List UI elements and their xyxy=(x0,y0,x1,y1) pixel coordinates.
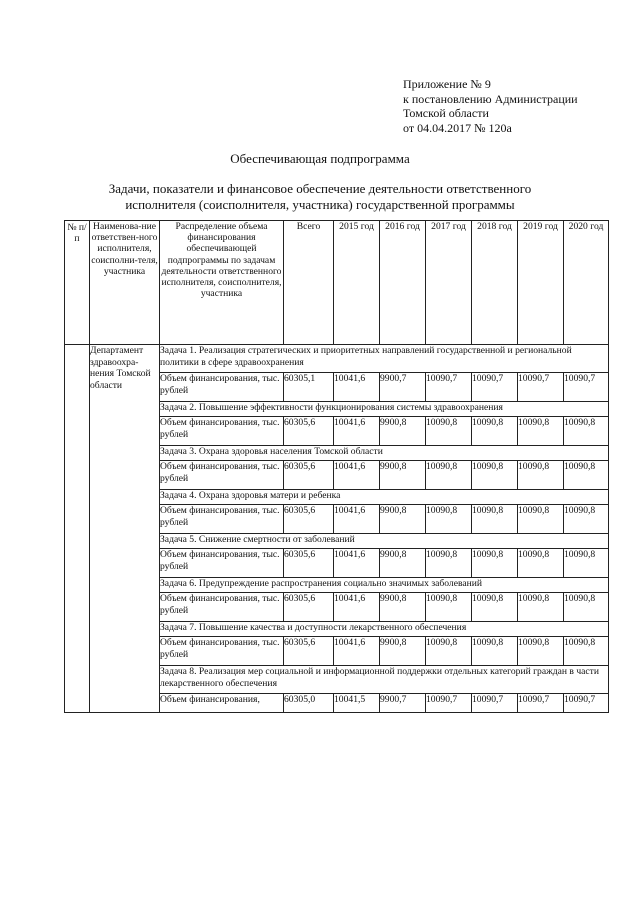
header-2016: 2016 год xyxy=(380,221,426,345)
value-2015: 10041,6 xyxy=(334,637,380,666)
document-title: Обеспечивающая подпрограмма xyxy=(230,151,410,166)
value-2017: 10090,8 xyxy=(426,549,472,578)
value-2017: 10090,8 xyxy=(426,505,472,534)
appendix-line: от 04.04.2017 № 120а xyxy=(403,120,512,135)
value-2016: 9900,8 xyxy=(380,593,426,622)
value-total: 60305,6 xyxy=(284,637,334,666)
value-2015: 10041,6 xyxy=(334,417,380,446)
value-2018: 10090,8 xyxy=(472,505,518,534)
value-2018: 10090,7 xyxy=(472,694,518,713)
value-2020: 10090,8 xyxy=(564,593,609,622)
value-2015: 10041,6 xyxy=(334,373,380,402)
value-total: 60305,0 xyxy=(284,694,334,713)
value-2016: 9900,8 xyxy=(380,461,426,490)
value-2016: 9900,8 xyxy=(380,505,426,534)
value-2016: 9900,8 xyxy=(380,417,426,446)
value-2019: 10090,8 xyxy=(518,461,564,490)
value-2020: 10090,8 xyxy=(564,461,609,490)
financing-label: Объем финансирования, тыс. рублей xyxy=(160,637,284,666)
task-row xyxy=(65,345,609,373)
financing-label: Объем финансирования, тыс. рублей xyxy=(160,417,284,446)
value-total: 60305,6 xyxy=(284,549,334,578)
value-2019: 10090,8 xyxy=(518,637,564,666)
financing-label: Объем финансирования, тыс. рублей xyxy=(160,593,284,622)
value-2019: 10090,7 xyxy=(518,694,564,713)
value-total: 60305,6 xyxy=(284,461,334,490)
value-2016: 9900,7 xyxy=(380,373,426,402)
value-2017: 10090,8 xyxy=(426,461,472,490)
task-title: Задача 7. Повышение качества и доступности лекарственного обеспечения xyxy=(160,622,609,637)
value-2018: 10090,8 xyxy=(472,593,518,622)
value-total: 60305,6 xyxy=(284,417,334,446)
task-title: Задача 5. Снижение смертности от заболеваний xyxy=(160,534,609,549)
appendix-line: к постановлению Администрации xyxy=(403,91,578,106)
value-2018: 10090,8 xyxy=(472,461,518,490)
value-2015: 10041,6 xyxy=(334,505,380,534)
value-total: 60305,6 xyxy=(284,505,334,534)
value-2015: 10041,6 xyxy=(334,549,380,578)
value-2020: 10090,7 xyxy=(564,694,609,713)
value-total: 60305,6 xyxy=(284,593,334,622)
value-2019: 10090,8 xyxy=(518,593,564,622)
header-name: Наименова-ние ответствен-ного исполнителя, соисполни-теля, участника xyxy=(90,221,160,345)
value-2019: 10090,7 xyxy=(518,373,564,402)
value-2020: 10090,8 xyxy=(564,637,609,666)
value-2015: 10041,6 xyxy=(334,461,380,490)
task-title: Задача 8. Реализация мер социальной и информационной поддержки отдельных категорий граждан в части лекарственного обеспечения xyxy=(160,666,609,694)
value-2015: 10041,5 xyxy=(334,694,380,713)
header-2015: 2015 год xyxy=(334,221,380,345)
value-2017: 10090,7 xyxy=(426,373,472,402)
value-2017: 10090,8 xyxy=(426,637,472,666)
appendix-block xyxy=(403,77,578,135)
row-number xyxy=(65,345,90,713)
document-subtitle: Задачи, показатели и финансовое обеспечение деятельности ответственного исполнителя (соисполнителя, участника) государственной программы xyxy=(108,181,532,212)
value-2020: 10090,8 xyxy=(564,505,609,534)
value-2018: 10090,8 xyxy=(472,637,518,666)
task-title: Задача 1. Реализация стратегических и приоритетных направлений государственной и региональной политики в сфере здравоохранения xyxy=(160,345,609,373)
header-total: Всего xyxy=(284,221,334,345)
value-total: 60305,1 xyxy=(284,373,334,402)
task-title: Задача 2. Повышение эффективности функционирования системы здравоохранения xyxy=(160,402,609,417)
value-2019: 10090,8 xyxy=(518,417,564,446)
value-2018: 10090,8 xyxy=(472,549,518,578)
task-title: Задача 6. Предупреждение распространения социально значимых заболеваний xyxy=(160,578,609,593)
header-num: № п/п xyxy=(65,221,90,345)
header-row xyxy=(65,221,609,345)
value-2017: 10090,8 xyxy=(426,417,472,446)
financing-label: Объем финансирования, xyxy=(160,694,284,713)
appendix-line: Приложение № 9 xyxy=(403,77,491,91)
value-2015: 10041,6 xyxy=(334,593,380,622)
appendix-line: Томской области xyxy=(403,106,489,120)
financing-label: Объем финансирования, тыс. рублей xyxy=(160,461,284,490)
value-2017: 10090,7 xyxy=(426,694,472,713)
header-2020: 2020 год xyxy=(564,221,609,345)
financing-label: Объем финансирования, тыс. рублей xyxy=(160,505,284,534)
task-title: Задача 3. Охрана здоровья населения Томской области xyxy=(160,446,609,461)
value-2016: 9900,7 xyxy=(380,694,426,713)
header-2018: 2018 год xyxy=(472,221,518,345)
header-distribution: Распределение объема финансирования обеспечивающей подпрограммы по задачам деятельности ответственного исполнителя, соисполнителя, участника xyxy=(160,221,284,345)
value-2020: 10090,8 xyxy=(564,417,609,446)
financing-table xyxy=(64,220,609,713)
value-2019: 10090,8 xyxy=(518,505,564,534)
value-2016: 9900,8 xyxy=(380,637,426,666)
value-2016: 9900,8 xyxy=(380,549,426,578)
value-2018: 10090,8 xyxy=(472,417,518,446)
value-2019: 10090,8 xyxy=(518,549,564,578)
task-title: Задача 4. Охрана здоровья матери и ребенка xyxy=(160,490,609,505)
value-2020: 10090,8 xyxy=(564,549,609,578)
value-2020: 10090,7 xyxy=(564,373,609,402)
financing-label: Объем финансирования, тыс. рублей xyxy=(160,373,284,402)
organization-name: Департамент здравоохра-нения Томской области xyxy=(90,345,160,713)
value-2018: 10090,7 xyxy=(472,373,518,402)
value-2017: 10090,8 xyxy=(426,593,472,622)
header-2019: 2019 год xyxy=(518,221,564,345)
financing-label: Объем финансирования, тыс. рублей xyxy=(160,549,284,578)
header-2017: 2017 год xyxy=(426,221,472,345)
